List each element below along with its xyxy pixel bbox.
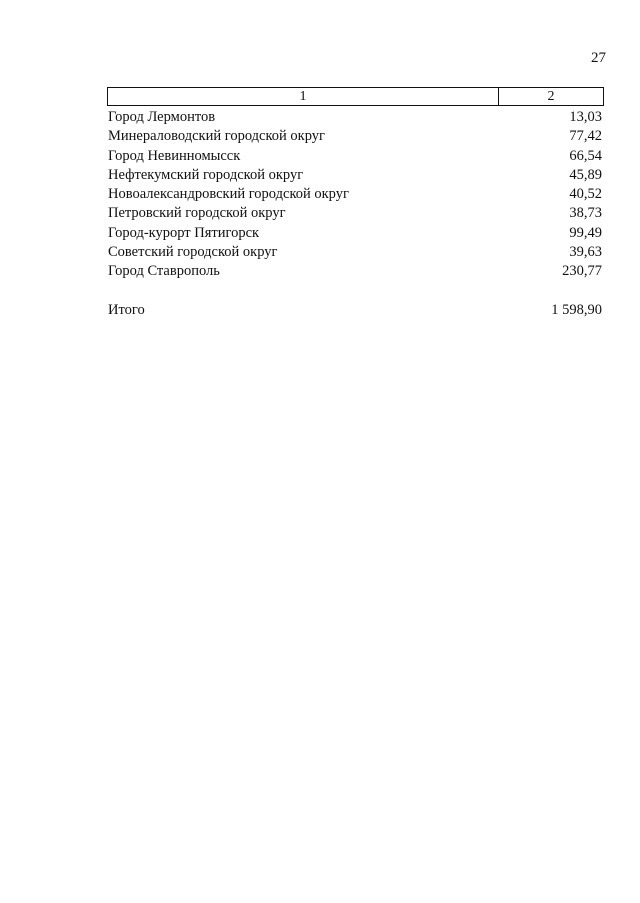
row-name: Минераловодский городской округ [108, 128, 325, 145]
table-row [108, 204, 602, 223]
total-value: 1 598,90 [551, 302, 602, 318]
row-value: 66,54 [569, 147, 602, 164]
row-name: Город Невинномысск [108, 147, 241, 164]
row-name: Нефтекумский городской округ [108, 166, 304, 183]
table-row [108, 243, 602, 262]
row-name: Город Ставрополь [108, 263, 220, 280]
row-name: Город Лермонтов [108, 109, 216, 125]
table-row [108, 127, 602, 146]
row-value: 13,03 [569, 109, 602, 125]
table-row [108, 224, 602, 243]
table-row [108, 147, 602, 166]
row-name: Советский городской округ [108, 244, 278, 261]
table-row [108, 185, 602, 204]
table-header [107, 87, 604, 106]
page-number: 27 [591, 50, 606, 66]
header-col-1: 1 [108, 88, 499, 105]
row-value: 77,42 [569, 128, 602, 145]
row-name: Петровский городской округ [108, 205, 286, 222]
row-name: Город-курорт Пятигорск [108, 224, 260, 241]
row-name: Новоалександровский городской округ [108, 186, 349, 203]
row-value: 39,63 [569, 244, 602, 261]
total-row [108, 301, 602, 320]
row-value: 99,49 [569, 224, 602, 241]
row-value: 230,77 [562, 263, 602, 280]
header-col-2: 2 [547, 89, 555, 104]
table-row [108, 166, 602, 185]
table-row [108, 262, 602, 281]
total-label: Итого [108, 302, 145, 318]
row-value: 45,89 [569, 166, 602, 183]
row-value: 40,52 [569, 186, 602, 203]
table-body [108, 108, 602, 282]
table-row [108, 108, 602, 127]
row-value: 38,73 [569, 205, 602, 222]
